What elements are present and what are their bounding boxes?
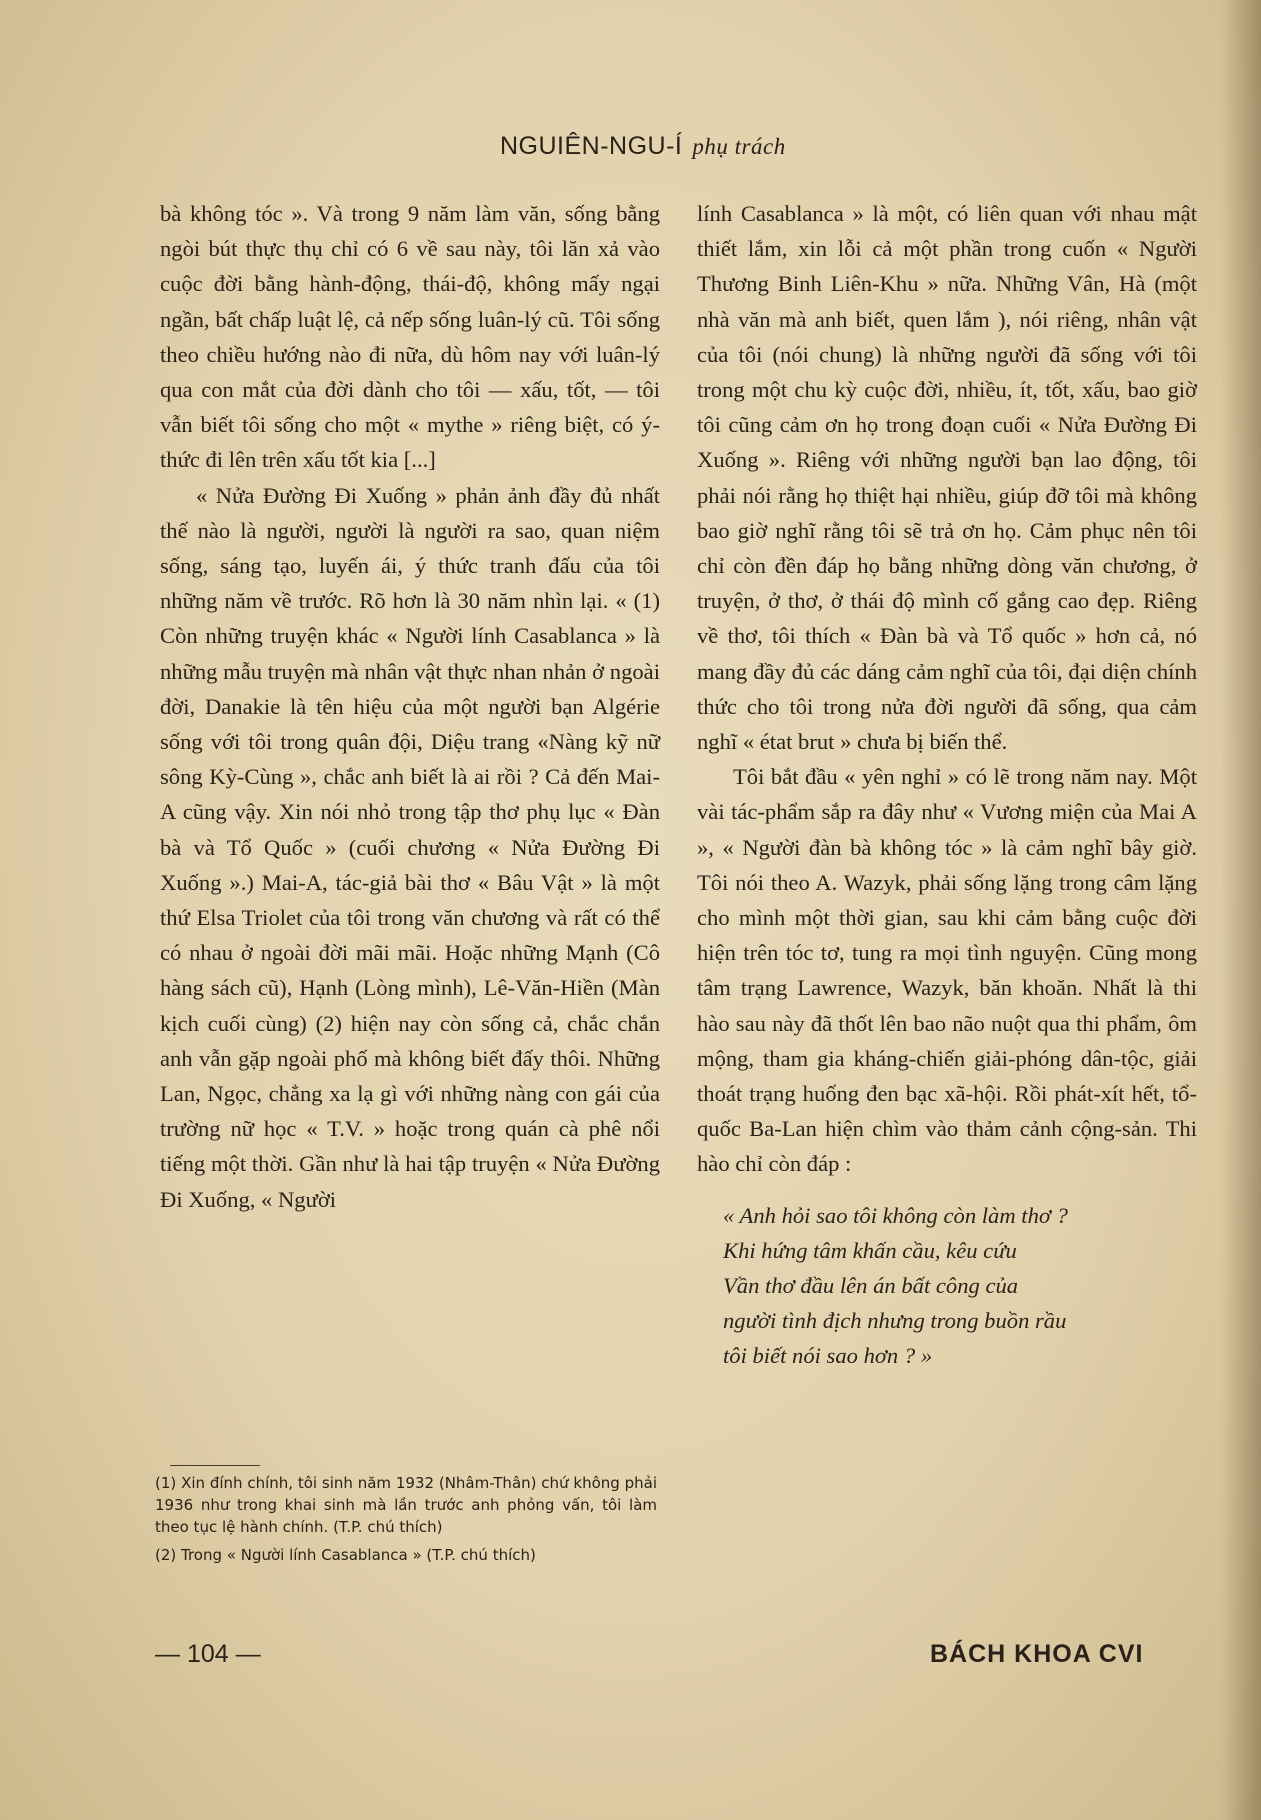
page-edge-shadow xyxy=(1221,0,1261,1820)
poem-line: Vần thơ đầu lên án bất công của xyxy=(723,1272,1019,1298)
poem-quote xyxy=(723,1198,1197,1373)
page-number: — 104 — xyxy=(155,1640,261,1668)
footnote-1: (1) Xin đính chính, tôi sinh năm 1932 (Nhâm-Thân) chứ không phải 1936 như trong khai sinh mà lần trước anh phỏng vấn, tôi làm theo tục lệ hành chính. (T.P. chú thích) xyxy=(155,1474,657,1536)
left-column xyxy=(160,196,660,1217)
poem-line: tôi biết nói sao hơn ? » xyxy=(723,1342,933,1368)
right-column xyxy=(697,196,1197,1373)
poem-line: « Anh hỏi sao tôi không còn làm thơ ? xyxy=(723,1202,1068,1228)
footnote-2: (2) Trong « Người lính Casablanca » (T.P. chú thích) xyxy=(155,1546,536,1564)
publication-name: BÁCH KHOA CVI xyxy=(930,1640,1144,1668)
poem-line: Khi hứng tâm khấn cầu, kêu cứu xyxy=(723,1237,1017,1263)
author-role: phụ trách xyxy=(692,134,786,159)
left-paragraph-2: « Nửa Đường Đi Xuống » phản ảnh đầy đủ nhất thế nào là người, người là người ra sao, quan niệm sống, sáng tạo, luyến ái, ý thức tranh đấu của tôi những năm về trước. Rõ hơn là 30 năm nhìn lại. « (1) Còn những truyện khác « Người lính Casablanca » là những mẫu truyện mà nhân vật thực nhan nhản ở ngoài đời, Danakie là tên hiệu của một người bạn Algérie sống với tôi trong quân đội, Diệu trang «Nàng kỹ nữ sông Kỳ-Cùng », chắc anh biết là ai rồi ? Cả đến Mai-A cũng vậy. Xin nói nhỏ trong tập thơ phụ lục « Đàn bà và Tổ Quốc » (cuối chương « Nửa Đường Đi Xuống ».) Mai-A, tác-giả bài thơ « Bâu Vật » là một thứ Elsa Triolet của tôi trong văn chương và rất có thể có nhau ở ngoài đời mãi mãi. Hoặc những Mạnh (Cô hàng sách cũ), Hạnh (Lòng mình), Lê-Văn-Hiền (Màn kịch cuối cùng) (2) hiện nay còn sống cả, chắc chắn anh vẫn gặp ngoài phố mà không biết đấy thôi. Những Lan, Ngọc, chẳng xa lạ gì với những nàng con gái của trường nữ học « T.V. » hoặc trong quán cà phê nổi tiếng một thời. Gần như là hai tập truyện « Nửa Đường Đi Xuống, « Người xyxy=(160,482,660,1212)
footnote-divider xyxy=(170,1465,260,1466)
page-header xyxy=(500,132,920,172)
right-paragraph-2: Tôi bắt đầu « yên nghỉ » có lẽ trong năm nay. Một vài tác-phẩm sắp ra đây như « Vương miện của Mai A », « Người đàn bà không tóc » là cảm nghĩ bây giờ. Tôi nói theo A. Wazyk, phải sống lặng trong câm lặng cho mình một thời gian, sau khi cảm bằng cuộc đời hiện trên tóc tơ, tung ra mọi tình nguyện. Cũng mong tâm trạng Lawrence, Wazyk, băn khoăn. Nhất là thi hào sau này đã thốt lên bao não nuột qua thi phẩm, ôm mộng, tham gia kháng-chiến giải-phóng dân-tộc, giải thoát trạng huống đen bạc xã-hội. Rồi phát-xít hết, tổ-quốc Ba-Lan hiện chìm vào thảm cảnh cộng-sản. Thi hào chỉ còn đáp : xyxy=(697,764,1197,1177)
right-paragraph-1: lính Casablanca » là một, có liên quan với nhau mật thiết lắm, xin lỗi cả một phần trong cuốn « Người Thương Binh Liên-Khu » nữa. Những Vân, Hà (một nhà văn mà anh biết, quen lắm ), nói riêng, nhân vật của tôi (nói chung) là những người đã sống với tôi trong một chu kỳ cuộc đời, nhiều, ít, tốt, xấu, bao giờ tôi cũng cảm ơn họ trong đoạn cuối « Nửa Đường Đi Xuống ». Riêng với những người bạn lao động, tôi phải nói rằng họ thiệt hại nhiều, giúp đỡ tôi mà không bao giờ nghĩ rằng tôi sẽ trả ơn họ. Cảm phục nên tôi chỉ còn đền đáp họ bằng những dòng văn chương, ở truyện, ở thơ, ở thái độ mình cố gắng cao đẹp. Riêng về thơ, tôi thích « Đàn bà và Tổ quốc » hơn cả, nó mang đầy đủ các dáng cảm nghĩ của tôi, đại diện chính thức cho tôi trong nửa đời người đã sống, qua cảm nghĩ « état brut » chưa bị biến thể. xyxy=(697,201,1197,755)
poem-line: người tình địch nhưng trong buồn rầu xyxy=(723,1307,1067,1333)
footnotes xyxy=(155,1472,657,1572)
left-paragraph-1: bà không tóc ». Và trong 9 năm làm văn, sống bằng ngòi bút thực thụ chỉ có 6 về sau này, tôi lăn xả vào cuộc đời bằng hành-động, thái-độ, không mấy ngại ngần, bất chấp luật lệ, cả nếp sống luân-lý cũ. Tôi sống theo chiều hướng nào đi nữa, dù hôm nay với luân-lý qua con mắt của đời dành cho tôi — xấu, tốt, — tôi vẫn biết tôi sống cho một « mythe » riêng biệt, có ý-thức đi lên trên xấu tốt kia [...] xyxy=(160,201,660,473)
author-name: NGUIÊN-NGU-Í xyxy=(500,132,683,160)
